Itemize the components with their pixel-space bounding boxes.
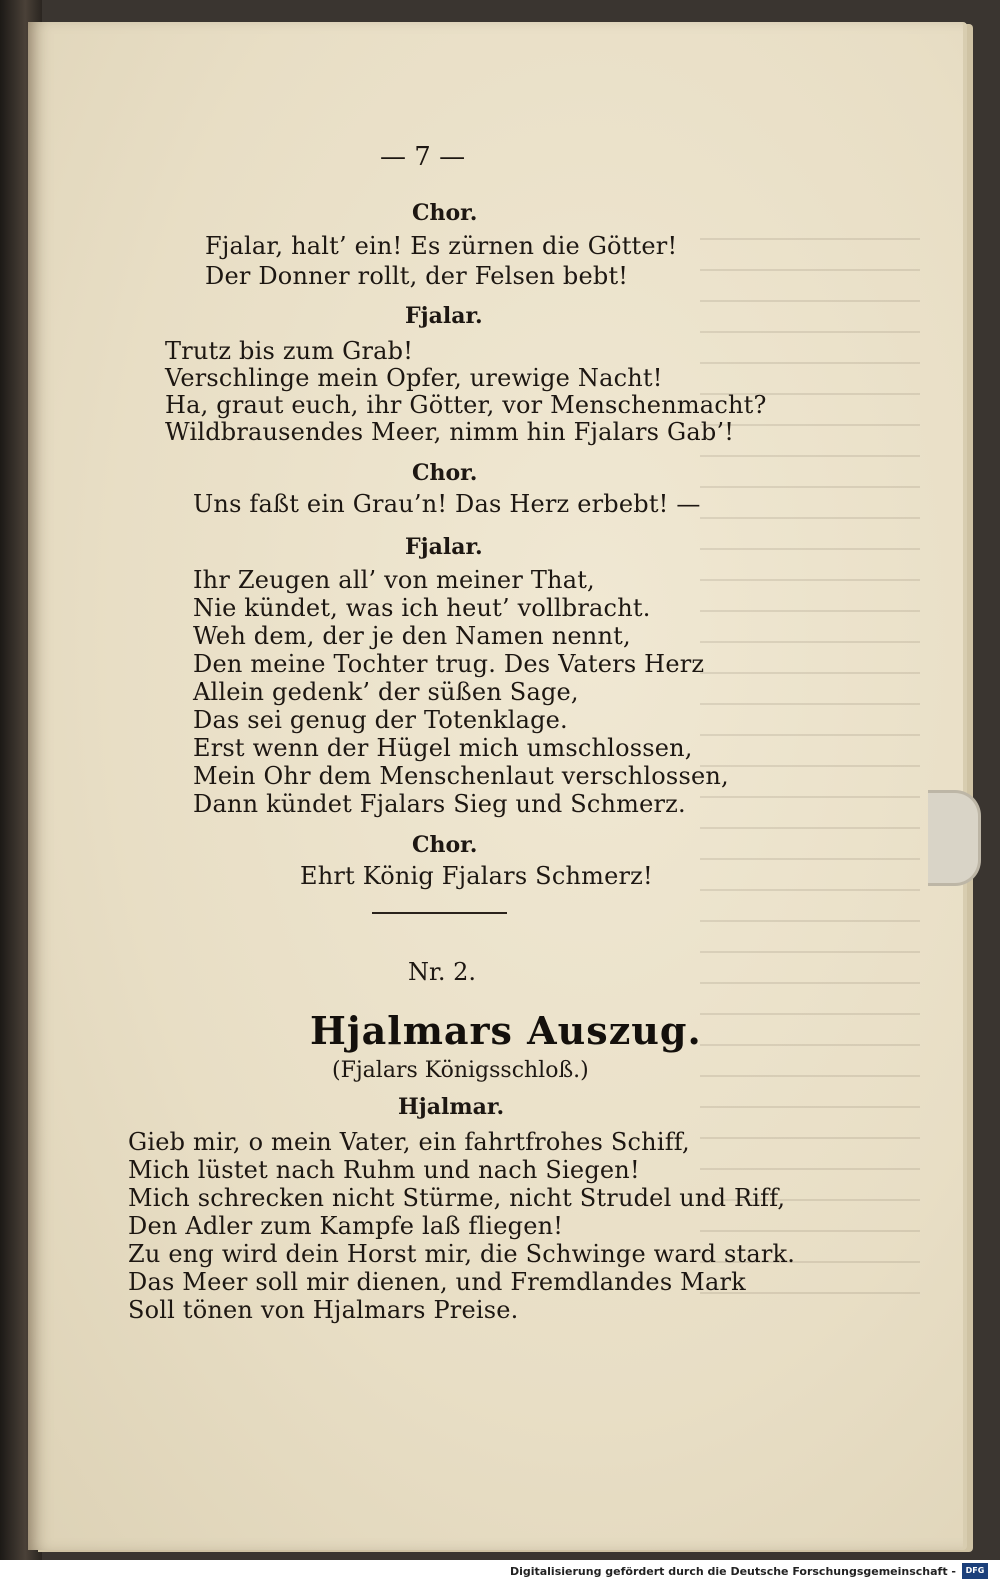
verse-line: Weh dem, der je den Namen nennt, <box>193 622 631 650</box>
footer-credit: Digitalisierung gefördert durch die Deutsche Forschungsgemeinschaft - <box>509 1565 956 1578</box>
page-number: — 7 — <box>380 142 466 172</box>
bleed-through <box>700 220 920 1320</box>
section-heading: Chor. <box>412 460 478 486</box>
number-label: Nr. 2. <box>408 958 476 986</box>
verse-line: Erst wenn der Hügel mich umschlossen, <box>193 734 693 762</box>
verse-line: Wildbrausendes Meer, nimm hin Fjalars Gab’! <box>165 418 735 446</box>
piece-subtitle: (Fjalars Königsschloß.) <box>332 1058 589 1083</box>
verse-line: Den Adler zum Kampfe laß fliegen! <box>128 1212 564 1240</box>
section-heading: Fjalar. <box>405 534 483 560</box>
verse-line: Verschlinge mein Opfer, urewige Nacht! <box>165 364 663 392</box>
section-heading: Fjalar. <box>405 303 483 329</box>
verse-line: Den meine Tochter trug. Des Vaters Herz <box>193 650 705 678</box>
verse-line: Nie kündet, was ich heut’ vollbracht. <box>193 594 651 622</box>
verse-line: Dann kündet Fjalars Sieg und Schmerz. <box>193 790 686 818</box>
verse-line: Allein gedenk’ der süßen Sage, <box>193 678 579 706</box>
section-heading: Chor. <box>412 832 478 858</box>
section-heading: Chor. <box>412 200 478 226</box>
verse-line: Mich schrecken nicht Stürme, nicht Strudel und Riff, <box>128 1184 786 1212</box>
verse-line: Der Donner rollt, der Felsen bebt! <box>205 262 629 290</box>
section-divider <box>372 912 507 914</box>
dfg-logo: DFG <box>962 1563 988 1579</box>
piece-title: Hjalmars Auszug. <box>310 1008 702 1053</box>
verse-line: Das sei genug der Totenklage. <box>193 706 568 734</box>
verse-line: Gieb mir, o mein Vater, ein fahrtfrohes Schiff, <box>128 1128 690 1156</box>
verse-line: Zu eng wird dein Horst mir, die Schwinge ward stark. <box>128 1240 796 1268</box>
verse-line: Ihr Zeugen all’ von meiner That, <box>193 566 595 594</box>
page-clip <box>928 790 981 886</box>
verse-line: Mein Ohr dem Menschenlaut verschlossen, <box>193 762 729 790</box>
verse-line: Trutz bis zum Grab! <box>165 337 414 365</box>
verse-line: Soll tönen von Hjalmars Preise. <box>128 1296 519 1324</box>
verse-line: Mich lüstet nach Ruhm und nach Siegen! <box>128 1156 640 1184</box>
verse-line: Das Meer soll mir dienen, und Fremdlandes Mark <box>128 1268 746 1296</box>
verse-line: Ehrt König Fjalars Schmerz! <box>300 862 653 890</box>
verse-line: Ha, graut euch, ihr Götter, vor Menschenmacht? <box>165 391 767 419</box>
verse-line: Uns faßt ein Grau’n! Das Herz erbebt! — <box>193 490 701 518</box>
verse-line: Fjalar, halt’ ein! Es zürnen die Götter! <box>205 232 678 260</box>
section-heading: Hjalmar. <box>398 1094 505 1120</box>
